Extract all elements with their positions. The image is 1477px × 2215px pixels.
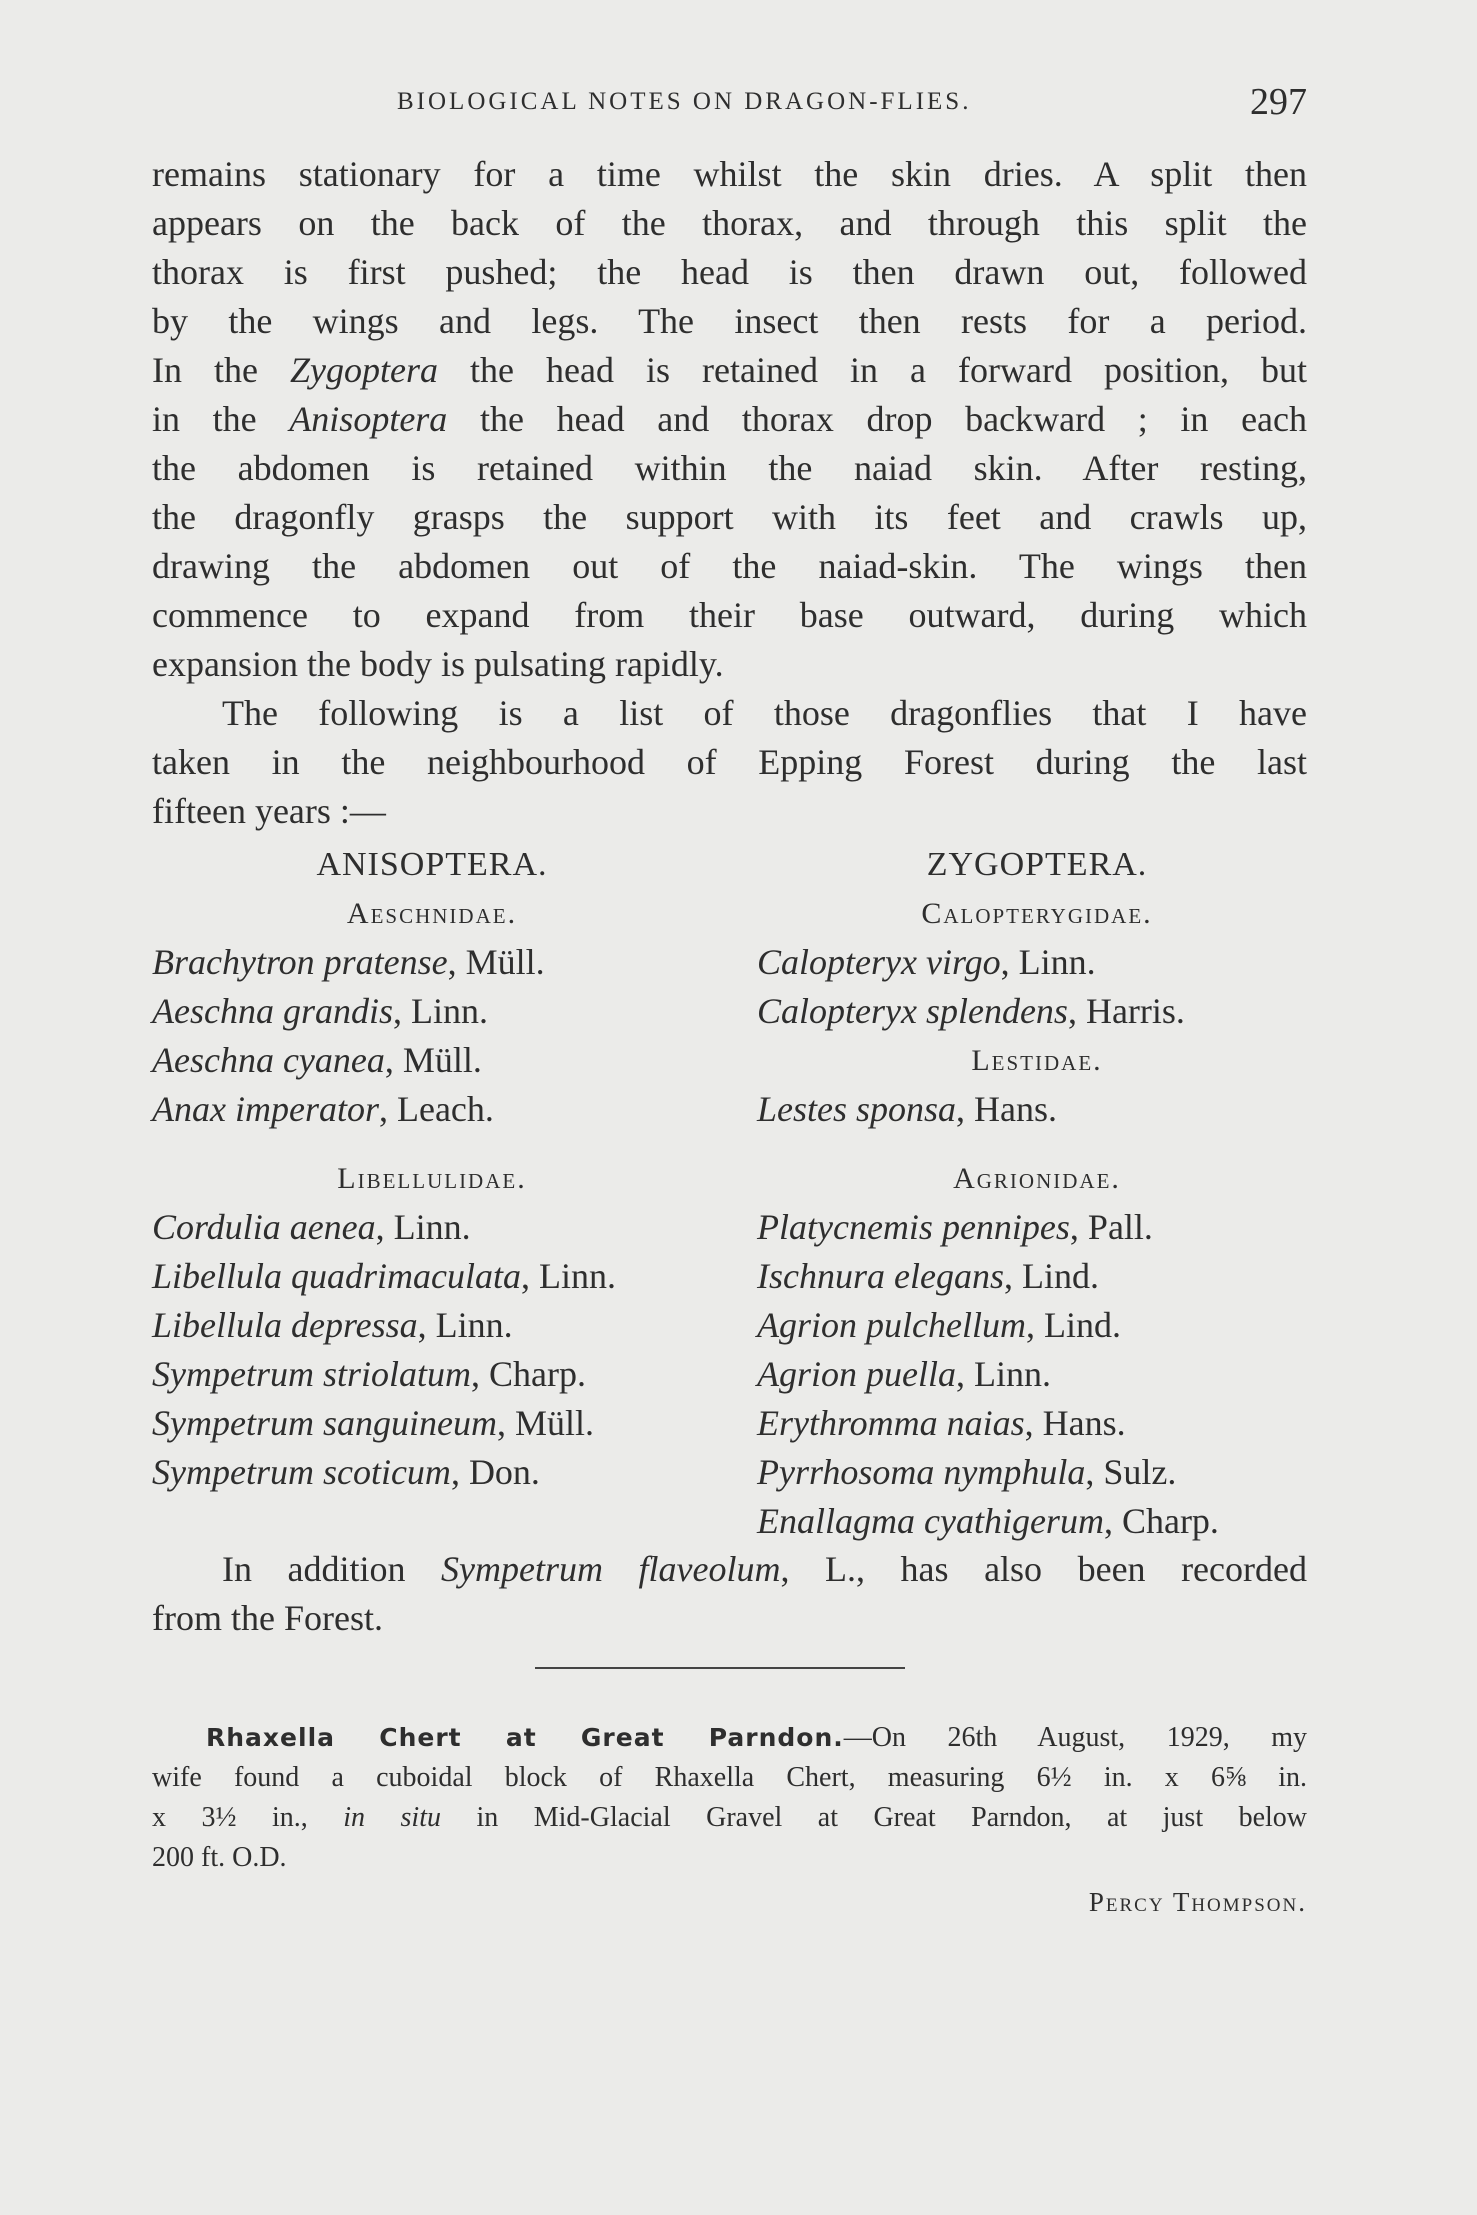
species-entry	[757, 1448, 1317, 1497]
zygoptera-column	[757, 840, 1317, 1546]
species-entry	[152, 1350, 712, 1399]
species-authority: , Müll.	[384, 1040, 482, 1080]
page-header	[152, 80, 1307, 130]
species-entry	[152, 1399, 712, 1448]
species-authority: , Linn.	[392, 991, 488, 1031]
species-entry	[152, 1448, 712, 1497]
species-name: Libellula quadrimaculata	[152, 1256, 521, 1296]
species-name: Aeschna cyanea	[152, 1040, 385, 1080]
species-authority: , Harris.	[1067, 991, 1185, 1031]
note-title: Rhaxella Chert at Great Parndon.	[206, 1723, 844, 1752]
species-authority: , Leach.	[378, 1089, 494, 1129]
species-name: Calopteryx virgo	[757, 942, 1001, 982]
note-rhaxella-chert	[152, 1718, 1307, 1878]
species-name: Agrion pulchellum	[757, 1305, 1026, 1345]
list-gap	[757, 1134, 1317, 1154]
species-name: Libellula depressa	[152, 1305, 418, 1345]
paragraph-emergence-line: commence to expand from their base outward, during which	[152, 595, 1307, 635]
family-heading: Calopterygidae.	[921, 897, 1153, 930]
species-authority: , Linn.	[375, 1207, 471, 1247]
anisoptera-column	[152, 840, 712, 1497]
paragraph-emergence-line: remains stationary for a time whilst the skin dries. A split then	[152, 154, 1307, 194]
paragraph-list-intro-line: fifteen years :—	[152, 791, 386, 831]
species-entry	[757, 1399, 1317, 1448]
species-list	[152, 840, 1307, 1540]
species-name: Sympetrum striolatum	[152, 1354, 471, 1394]
species-authority: , Pall.	[1069, 1207, 1153, 1247]
note-line: wife found a cuboidal block of Rhaxella Chert, measuring 6½ in. x 6⅝ in.	[152, 1762, 1307, 1793]
paragraph-addition-line: In addition Sympetrum flaveolum, L., has also been recorded	[222, 1549, 1307, 1589]
species-entry	[757, 987, 1317, 1036]
paragraph-list-intro	[152, 689, 1307, 836]
species-entry	[757, 1301, 1317, 1350]
species-authority: , Hans.	[956, 1089, 1058, 1129]
paragraph-emergence-line: the dragonfly grasps the support with its feet and crawls up,	[152, 497, 1307, 537]
paragraph-emergence-line: in the Anisoptera the head and thorax drop backward ; in each	[152, 399, 1308, 439]
species-entry	[757, 1497, 1317, 1546]
family-heading: Libellulidae.	[337, 1162, 527, 1195]
species-entry	[757, 1085, 1317, 1134]
species-authority: , Don.	[450, 1452, 540, 1492]
species-entry	[757, 1203, 1317, 1252]
paragraph-addition	[152, 1545, 1307, 1643]
species-authority: , Hans.	[1024, 1403, 1126, 1443]
species-entry	[152, 1203, 712, 1252]
species-entry	[152, 1085, 712, 1134]
species-authority: , Linn.	[955, 1354, 1051, 1394]
species-authority: , Charp.	[1103, 1501, 1219, 1541]
species-authority: , Charp.	[471, 1354, 586, 1394]
paragraph-list-intro-line: The following is a list of those dragonflies that I have	[222, 693, 1307, 733]
paragraph-emergence	[152, 150, 1307, 689]
paragraph-emergence-line: thorax is first pushed; the head is then drawn out, followed	[152, 252, 1307, 292]
running-head: BIOLOGICAL NOTES ON DRAGON-FLIES.	[397, 88, 972, 115]
species-name: Pyrrhosoma nymphula	[757, 1452, 1086, 1492]
species-entry	[152, 938, 712, 987]
note-author: Percy Thompson.	[1088, 1887, 1307, 1917]
species-name: Lestes sponsa	[757, 1089, 957, 1129]
paragraph-emergence-line: expansion the body is pulsating rapidly.	[152, 644, 724, 684]
species-entry	[152, 987, 712, 1036]
family-heading: Aeschnidae.	[346, 897, 518, 930]
paragraph-emergence-line: appears on the back of the thorax, and through this split the	[152, 203, 1307, 243]
paragraph-emergence-line: In the Zygoptera the head is retained in a forward position, but	[152, 350, 1307, 390]
species-entry	[152, 1036, 712, 1085]
species-authority: , Sulz.	[1085, 1452, 1177, 1492]
main-text	[152, 150, 1307, 836]
species-entry	[152, 1252, 712, 1301]
species-authority: , Lind.	[1003, 1256, 1099, 1296]
section-divider	[535, 1667, 905, 1669]
family-heading: Lestidae.	[971, 1044, 1103, 1077]
species-name: Anax imperator	[152, 1089, 379, 1129]
species-name: Calopteryx splendens	[757, 991, 1068, 1031]
paragraph-addition-line: from the Forest.	[152, 1598, 383, 1638]
species-authority: , Lind.	[1025, 1305, 1121, 1345]
species-authority: , Linn.	[1000, 942, 1096, 982]
species-authority: , Linn.	[521, 1256, 616, 1296]
anisoptera-heading: ANISOPTERA.	[316, 846, 548, 883]
species-name: Cordulia aenea	[152, 1207, 376, 1247]
species-name: Sympetrum sanguineum	[152, 1403, 497, 1443]
species-authority: , Müll.	[496, 1403, 594, 1443]
list-gap	[152, 1134, 712, 1154]
species-name: Aeschna grandis	[152, 991, 393, 1031]
species-name: Sympetrum scoticum	[152, 1452, 451, 1492]
paragraph-list-intro-line: taken in the neighbourhood of Epping Forest during the last	[152, 742, 1307, 782]
species-name: Erythromma naias	[757, 1403, 1025, 1443]
family-heading: Agrionidae.	[953, 1162, 1121, 1195]
page-number: 297	[1250, 81, 1307, 123]
paragraph-emergence-line: drawing the abdomen out of the naiad-skin. The wings then	[152, 546, 1307, 586]
note-line: Rhaxella Chert at Great Parndon.—On 26th August, 1929, my	[206, 1722, 1307, 1753]
species-authority: , Linn.	[417, 1305, 513, 1345]
paragraph-emergence-line: the abdomen is retained within the naiad skin. After resting,	[152, 448, 1307, 488]
species-name: Enallagma cyathigerum	[757, 1501, 1104, 1541]
species-entry	[152, 1301, 712, 1350]
species-authority: , Müll.	[447, 942, 545, 982]
species-entry	[757, 1252, 1317, 1301]
species-name: Agrion puella	[757, 1354, 956, 1394]
zygoptera-heading: ZYGOPTERA.	[926, 846, 1148, 883]
species-name: Platycnemis pennipes	[757, 1207, 1070, 1247]
species-name: Ischnura elegans	[757, 1256, 1004, 1296]
species-name: Brachytron pratense	[152, 942, 448, 982]
species-entry	[757, 1350, 1317, 1399]
note-line: 200 ft. O.D.	[152, 1842, 287, 1873]
note-line: x 3½ in., in situ in Mid-Glacial Gravel at Great Parndon, at just below	[152, 1802, 1308, 1833]
species-entry	[757, 938, 1317, 987]
paragraph-emergence-line: by the wings and legs. The insect then rests for a period.	[152, 301, 1307, 341]
